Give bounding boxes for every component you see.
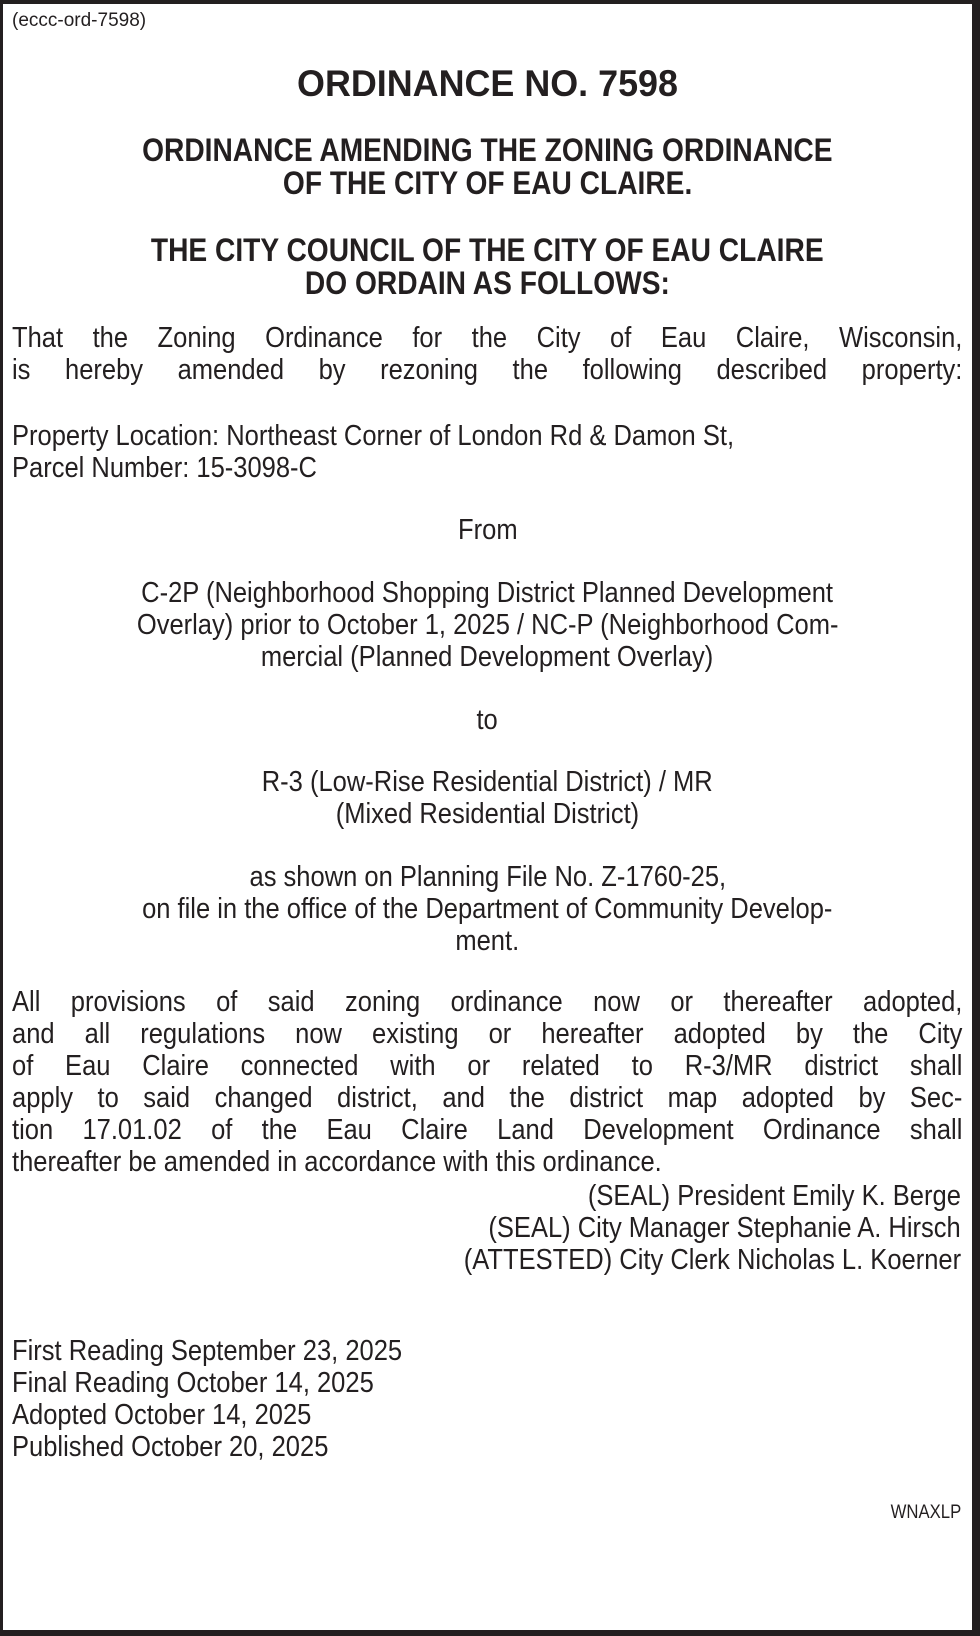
published-date: Published October 20, 2025 bbox=[12, 1431, 329, 1463]
to-label-block bbox=[3, 704, 972, 736]
intro-paragraph bbox=[12, 322, 963, 386]
publication-code: WNAXLP bbox=[890, 1502, 961, 1523]
reference-code: (eccc-ord-7598) bbox=[12, 10, 147, 31]
enacting-clause bbox=[3, 234, 972, 300]
planning-file-line: on file in the office of the Department of Community Develop- bbox=[142, 893, 833, 925]
property-description bbox=[12, 420, 963, 484]
intro-line: That the Zoning Ordinance for the City of Eau Claire, Wisconsin, bbox=[12, 322, 963, 354]
signature-city-manager: (SEAL) City Manager Stephanie A. Hirsch bbox=[488, 1212, 961, 1244]
provisions-paragraph bbox=[12, 986, 963, 1178]
provisions-line: of Eau Claire connected with or related to R-3/MR district shall bbox=[12, 1050, 963, 1082]
provisions-line: apply to said changed district, and the district map adopted by Sec- bbox=[12, 1082, 963, 1114]
from-district-line: mercial (Planned Development Overlay) bbox=[261, 641, 714, 673]
ordinance-subtitle bbox=[3, 134, 972, 200]
to-label: to bbox=[476, 704, 499, 736]
from-label-block bbox=[3, 514, 972, 546]
property-location: Property Location: Northeast Corner of London Rd & Damon St, bbox=[12, 420, 735, 452]
signature-block bbox=[396, 1180, 961, 1276]
to-district bbox=[3, 766, 972, 830]
subtitle-line: ORDINANCE AMENDING THE ZONING ORDINANCE bbox=[142, 132, 833, 168]
final-reading-date: Final Reading October 14, 2025 bbox=[12, 1367, 374, 1399]
intro-line: is hereby amended by rezoning the following described property: bbox=[12, 354, 963, 386]
provisions-line: and all regulations now existing or hereafter adopted by the City bbox=[12, 1018, 963, 1050]
from-district-line: C-2P (Neighborhood Shopping District Planned Development bbox=[141, 577, 834, 609]
to-district-line: (Mixed Residential District) bbox=[335, 798, 640, 830]
from-district-line: Overlay) prior to October 1, 2025 / NC-P (Neighborhood Com- bbox=[136, 609, 839, 641]
provisions-line: thereafter be amended in accordance with this ordinance. bbox=[12, 1146, 662, 1178]
adopted-date: Adopted October 14, 2025 bbox=[12, 1399, 312, 1431]
enacting-clause-line: THE CITY COUNCIL OF THE CITY OF EAU CLAIRE bbox=[151, 232, 824, 268]
to-district-line: R-3 (Low-Rise Residential District) / MR bbox=[262, 766, 713, 798]
signature-city-clerk: (ATTESTED) City Clerk Nicholas L. Koerner bbox=[463, 1244, 961, 1276]
provisions-line: All provisions of said zoning ordinance now or thereafter adopted, bbox=[12, 986, 963, 1018]
signature-president: (SEAL) President Emily K. Berge bbox=[587, 1180, 961, 1212]
parcel-number: Parcel Number: 15-3098-C bbox=[12, 452, 317, 484]
planning-file-line: as shown on Planning File No. Z-1760-25, bbox=[249, 861, 726, 893]
first-reading-date: First Reading September 23, 2025 bbox=[12, 1335, 403, 1367]
dates-block bbox=[12, 1335, 963, 1463]
from-district bbox=[3, 577, 972, 673]
subtitle-line: OF THE CITY OF EAU CLAIRE. bbox=[282, 165, 693, 201]
from-label: From bbox=[457, 514, 518, 546]
provisions-line: tion 17.01.02 of the Eau Claire Land Development Ordinance shall bbox=[12, 1114, 963, 1146]
planning-file-reference bbox=[3, 861, 972, 957]
planning-file-line: ment. bbox=[455, 925, 520, 957]
legal-notice-page bbox=[3, 4, 972, 1630]
ordinance-title: ORDINANCE NO. 7598 bbox=[297, 63, 678, 104]
enacting-clause-line: DO ORDAIN AS FOLLOWS: bbox=[304, 265, 671, 301]
footer-code bbox=[881, 1502, 961, 1524]
